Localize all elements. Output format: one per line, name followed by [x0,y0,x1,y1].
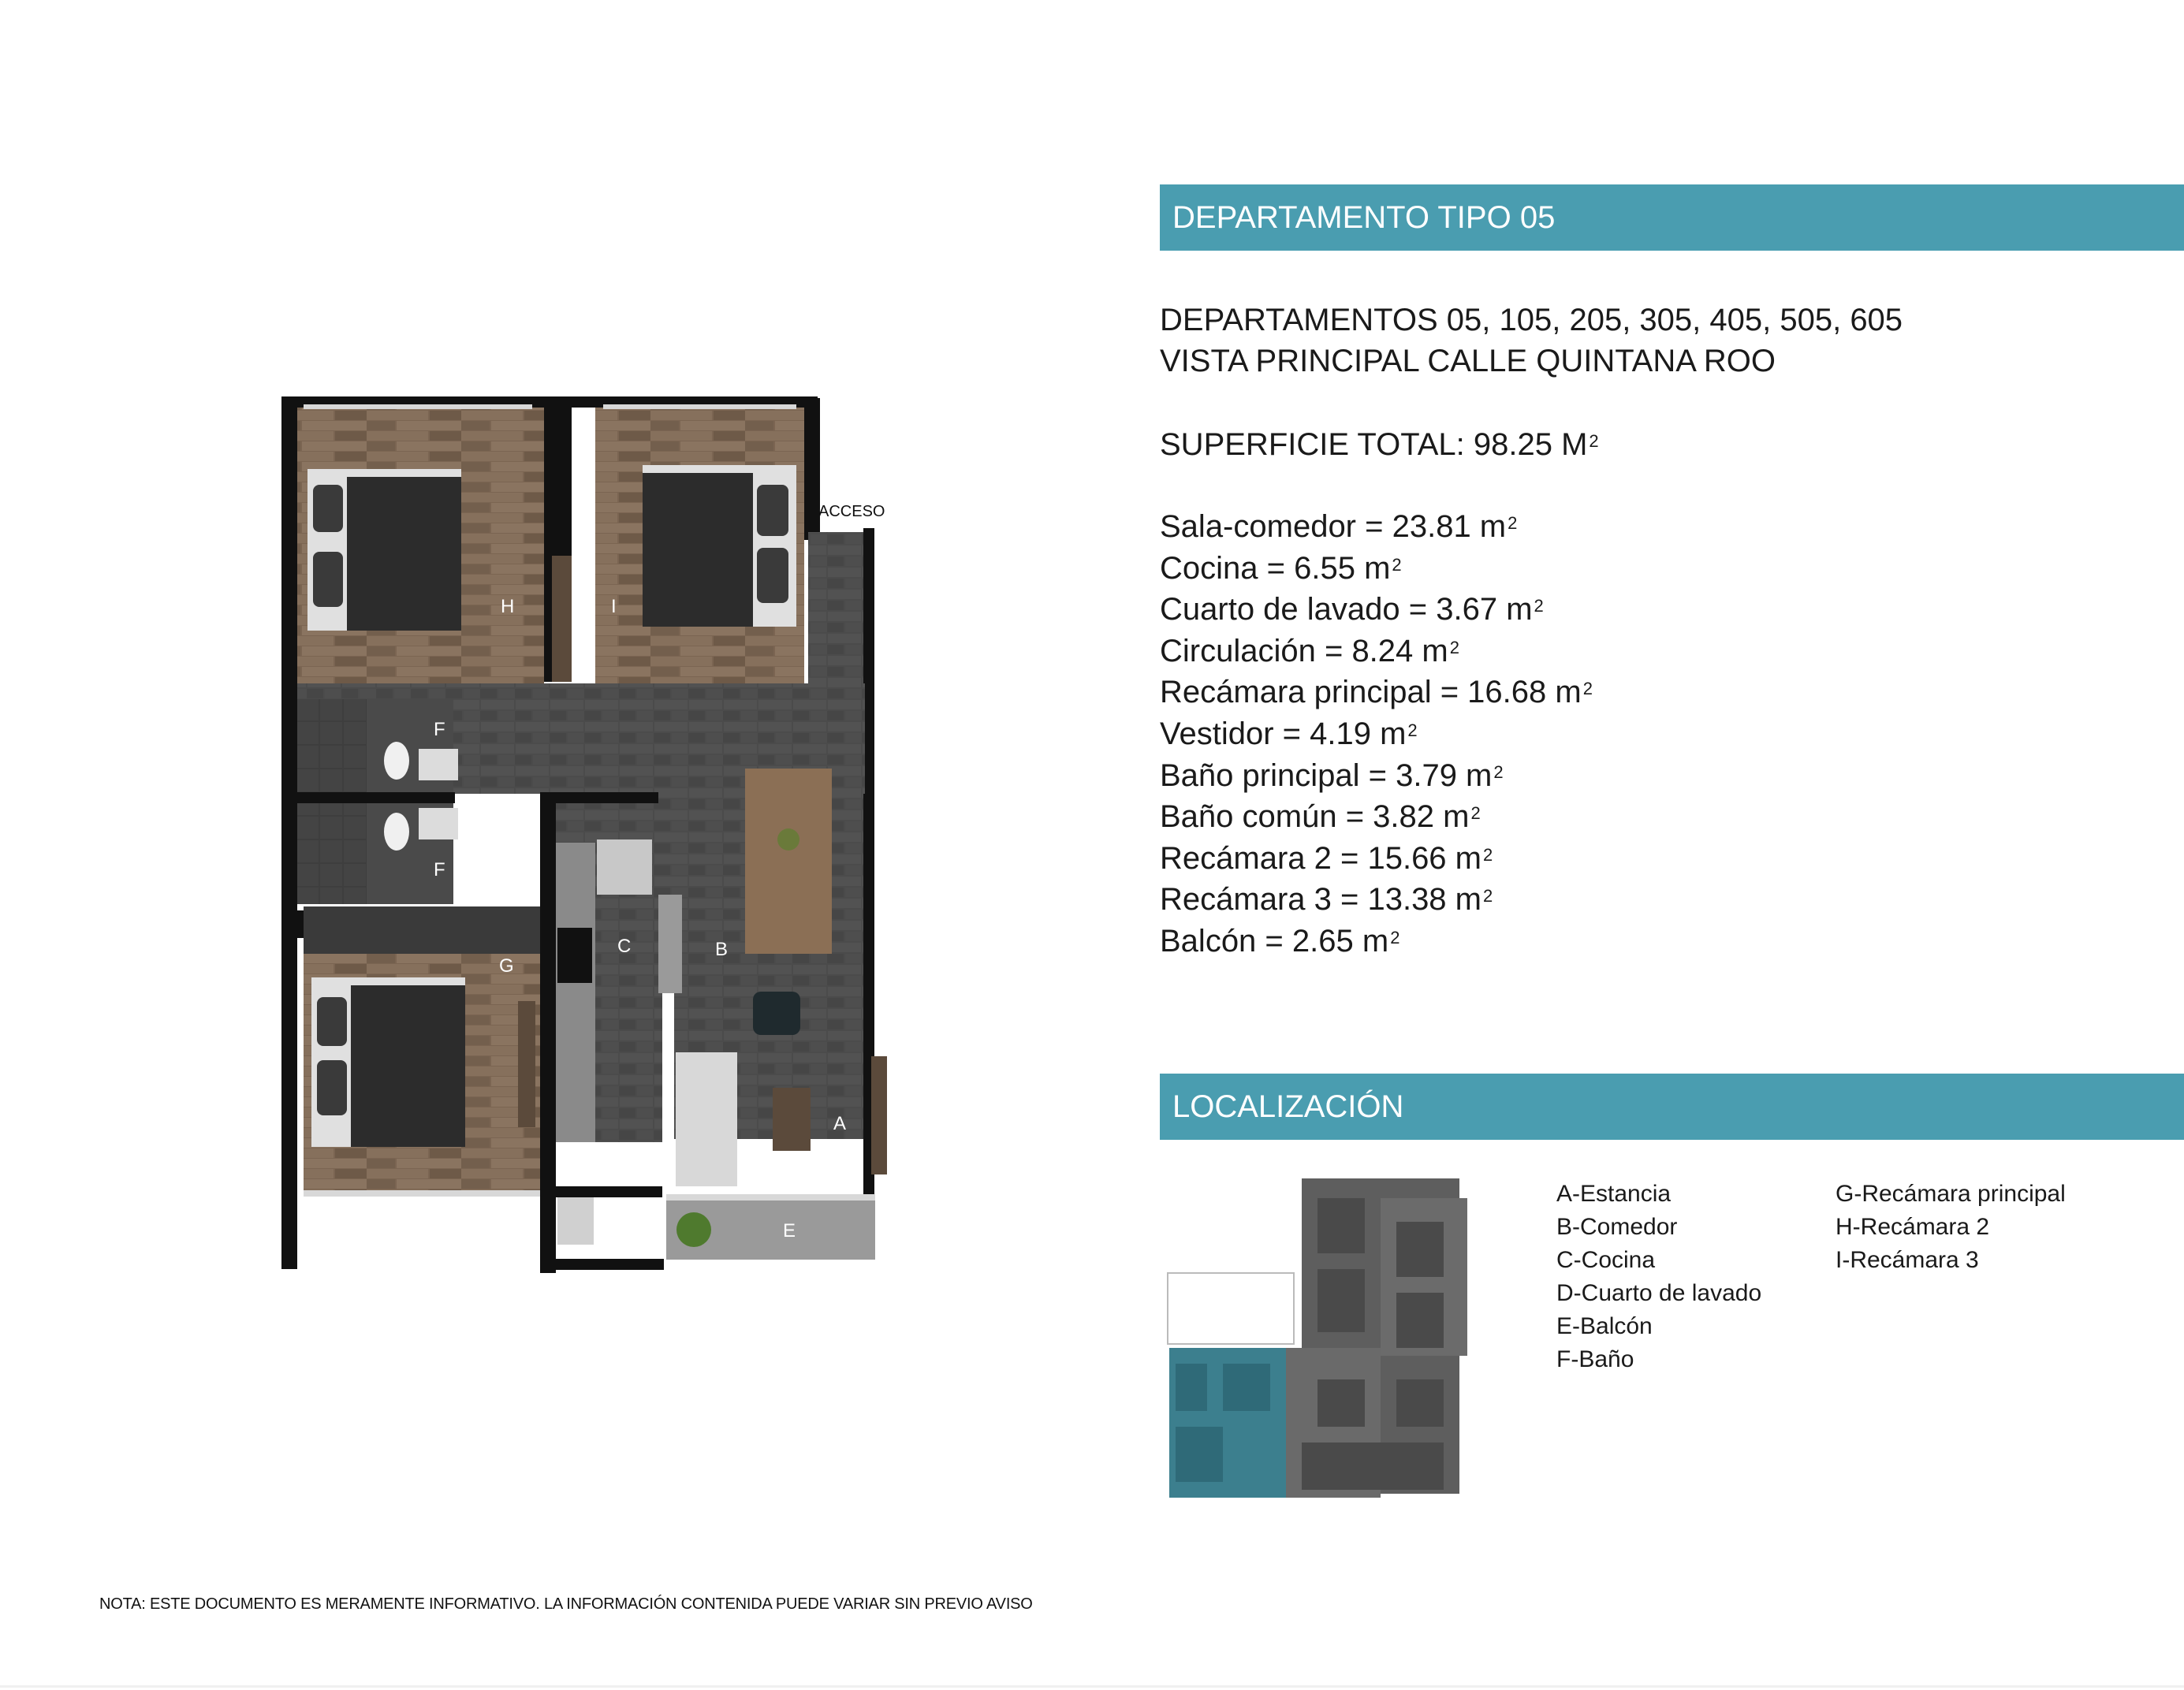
room-label-d: D [617,1151,632,1172]
window [304,404,532,409]
room [1223,1364,1270,1411]
closet [304,906,540,954]
wall [540,792,556,1273]
legend-item: G-Recámara principal [1836,1181,2066,1207]
location-header-band [1160,1074,2184,1140]
pillow [757,485,788,536]
bed-blanket [643,473,753,627]
legend-item: H-Recámara 2 [1836,1214,1990,1240]
legend-item: B-Comedor [1556,1214,1678,1240]
section-title: DEPARTAMENTO TIPO 05 [1172,200,1556,235]
legend-item: D-Cuarto de lavado [1556,1280,1762,1306]
wall [550,1259,664,1270]
legend-item: I-Recámara 3 [1836,1247,1979,1273]
refrigerator [597,839,652,895]
room [1176,1427,1223,1482]
view-line: VISTA PRINCIPAL CALLE QUINTANA ROO [1160,344,1776,378]
room-label-c: C [617,936,632,957]
area-item: Circulación = 8.24 $m^2$ [1160,633,1459,668]
units-line: DEPARTAMENTOS 05, 105, 205, 305, 405, 505, 605 [1160,303,1903,337]
room-label-a: A [833,1113,847,1134]
wall [540,792,658,803]
area-item: Balcón = 2.65 $m^2$ [1160,923,1400,959]
bottom-rule [0,1685,2184,1688]
area-item: Baño principal = 3.79 $m^2$ [1160,758,1504,793]
area-item: Cocina = 6.55 $m^2$ [1160,550,1402,586]
wall [281,398,297,1269]
room-label-g: G [499,955,514,977]
wardrobe [518,1001,535,1127]
sink [419,808,458,839]
room-label-i: I [611,596,617,617]
room-label-f: F [434,719,445,740]
total-area [1160,424,1599,465]
area-list [1160,506,1593,962]
legend-column-1 [1556,1178,1761,1376]
pillow [317,997,347,1046]
location-key-plan [1160,1174,1522,1506]
total-area-label: SUPERFICIE TOTAL: 98.25 M [1160,427,1588,462]
area-item: Recámara 2 = 15.66 $m^2$ [1160,840,1493,876]
area-item: Recámara principal = 16.68 $m^2$ [1160,675,1593,710]
wall [556,1186,662,1197]
pillow [313,552,343,607]
dining-table [745,769,832,954]
room [1176,1364,1207,1411]
disclaimer-note: NOTA: ESTE DOCUMENTO ES MERAMENTE INFORMATIVO. LA INFORMACIÓN CONTENIDA PUEDE VARIAR SIN PREVIO AVISO [99,1595,1033,1613]
wall [297,792,455,803]
pillow [317,1060,347,1115]
room [1396,1379,1444,1427]
toilet [384,742,409,780]
toilet [384,813,409,851]
cooktop [557,928,592,983]
room-label-e: E [783,1220,796,1241]
room [1396,1222,1444,1277]
room [1396,1293,1444,1348]
room-label-b: B [715,939,729,960]
coffee-table [773,1088,811,1151]
access-label: ACCESO [818,503,885,520]
counter [556,843,595,1142]
room [1317,1269,1365,1332]
area-item: Cuarto de lavado = 3.67 $m^2$ [1160,592,1544,627]
island [658,895,682,993]
area-item: Vestidor = 4.19 $m^2$ [1160,716,1418,751]
room-label-h: H [501,596,515,617]
superscript: 2 [1589,431,1599,451]
area-item: Sala-comedor = 23.81 $m^2$ [1160,509,1518,544]
legend-item: A-Estancia [1556,1181,1672,1207]
armchair [753,992,800,1035]
washer [557,1197,594,1245]
closet [552,556,572,682]
section-header-band [1160,184,2184,251]
legend-item: E-Balcón [1556,1313,1653,1339]
pillow [757,548,788,603]
wall [804,398,820,540]
floor-plan [272,390,911,1281]
room [1317,1379,1365,1427]
sink [419,749,458,780]
terrace-outline [1168,1273,1294,1344]
room [1302,1442,1444,1490]
window [603,404,796,409]
room-label-f: F [434,859,445,880]
tv-unit [871,1056,887,1174]
legend-item: C-Cocina [1556,1247,1656,1273]
window [666,1194,875,1200]
room [1317,1198,1365,1253]
plant [676,1212,711,1247]
window [304,1190,540,1197]
sofa [676,1052,737,1186]
location-title: LOCALIZACIÓN [1172,1089,1404,1124]
legend-item: F-Baño [1556,1346,1634,1372]
bed-blanket [351,985,465,1147]
centerpiece [777,828,799,851]
area-item: Baño común = 3.82 $m^2$ [1160,799,1481,835]
bed-blanket [347,477,461,631]
legend-column-2 [1836,1178,2066,1277]
area-item: Recámara 3 = 13.38 $m^2$ [1160,882,1493,918]
pillow [313,485,343,532]
